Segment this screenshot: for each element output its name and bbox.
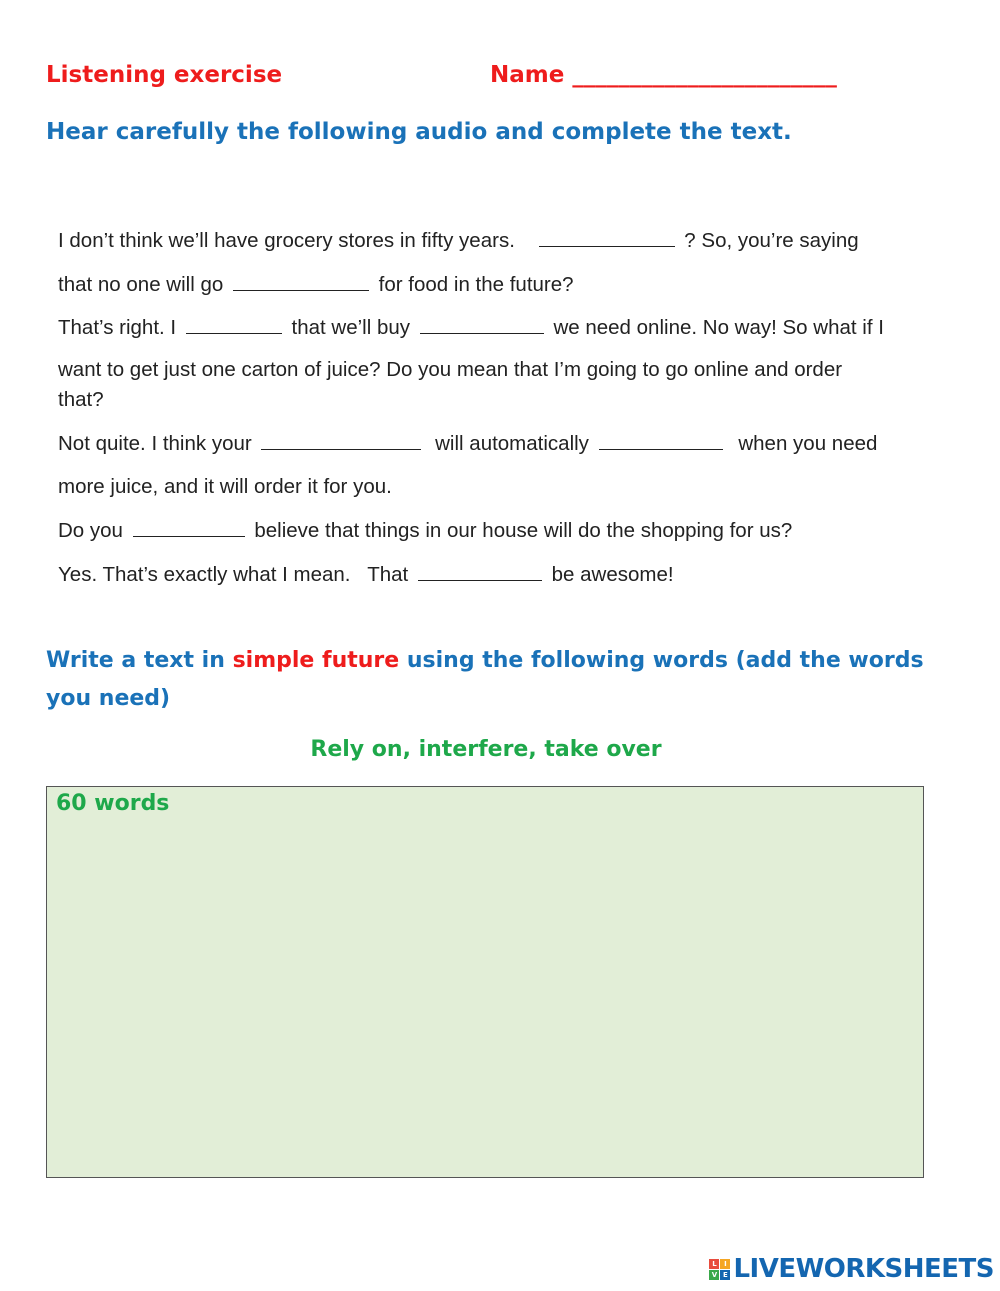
name-field-label: Name _______________________ xyxy=(490,62,837,88)
text-line-6: Not quite. I think your will automatically when you need xyxy=(58,432,878,455)
text-line-7: more juice, and it will order it for you. xyxy=(58,475,392,498)
blank-6[interactable] xyxy=(599,431,723,450)
blank-8[interactable] xyxy=(418,562,542,581)
simple-future-highlight: simple future xyxy=(232,648,400,673)
text-line-9: Yes. That’s exactly what I mean. That be awesome! xyxy=(58,563,674,586)
blank-2[interactable] xyxy=(233,272,369,291)
target-words: Rely on, interfere, take over xyxy=(310,737,662,762)
text-line-3: That’s right. I that we’ll buy we need online. No way! So what if I xyxy=(58,316,884,339)
logo-text: LIVEWORKSHEETS xyxy=(733,1254,994,1284)
writing-instruction-line2: you need) xyxy=(46,686,171,711)
text-line-8: Do you believe that things in our house will do the shopping for us? xyxy=(58,519,793,542)
liveworksheets-logo xyxy=(709,1254,994,1284)
blank-3[interactable] xyxy=(186,315,282,334)
word-count-label: 60 words xyxy=(56,791,170,816)
text-line-1: I don’t think we’ll have grocery stores in fifty years. ? So, you’re saying xyxy=(58,229,859,252)
writing-instruction-line1: Write a text in simple future using the following words (add the words xyxy=(46,648,924,673)
logo-mark-icon: L I V E xyxy=(709,1259,730,1280)
blank-4[interactable] xyxy=(420,315,544,334)
writing-answer-box[interactable] xyxy=(46,786,924,1178)
exercise-title: Listening exercise xyxy=(46,62,283,88)
blank-1[interactable] xyxy=(539,228,675,247)
text-line-2: that no one will go for food in the future? xyxy=(58,273,574,296)
text-line-4: want to get just one carton of juice? Do you mean that I’m going to go online and order xyxy=(58,358,843,381)
blank-5[interactable] xyxy=(261,431,421,450)
instruction-heading: Hear carefully the following audio and complete the text. xyxy=(46,119,792,145)
blank-7[interactable] xyxy=(133,518,245,537)
text-line-5: that? xyxy=(58,388,104,411)
